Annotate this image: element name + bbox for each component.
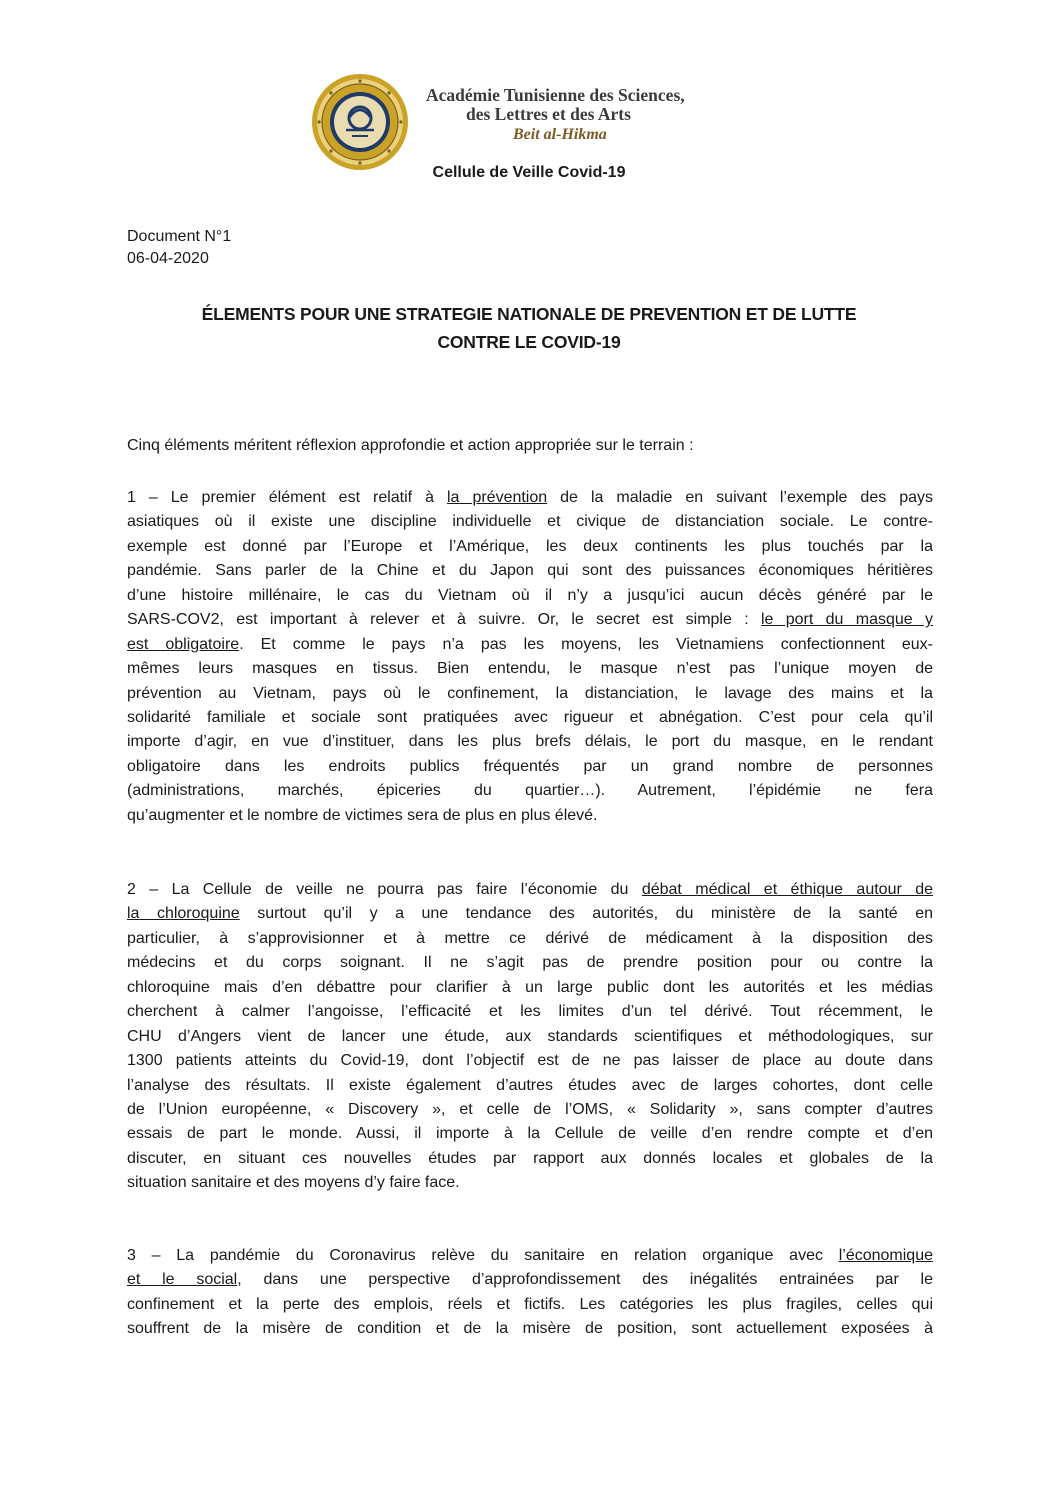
paragraph-line: médecins et du corps soignant. Il ne s’agit pas de prendre position pour ou contre la <box>127 954 933 972</box>
paragraph-line: asiatiques où il existe une discipline individuelle et civique de distanciation sociale. Le contre- <box>127 513 933 531</box>
paragraph-line: pandémie. Sans parler de la Chine et du Japon qui sont des puissances économiques héritières <box>127 562 933 580</box>
document-meta <box>127 226 231 270</box>
paragraph-line: de l’Union européenne, « Discovery », et celle de l’OMS, « Solidarity », sans compter d’autres <box>127 1100 933 1118</box>
paragraph-line: confinement et la perte des emplois, réels et fictifs. Les catégories les plus fragiles, celles qui <box>127 1295 933 1313</box>
academy-seal-icon <box>310 72 410 172</box>
text-run: de la maladie en suivant l’exemple des pays <box>547 489 933 506</box>
underlined-text: le port du masque y <box>760 611 933 629</box>
academy-name <box>426 86 685 124</box>
document-title-line1: ÉLEMENTS POUR UNE STRATEGIE NATIONALE DE PREVENTION ET DE LUTTE <box>201 304 857 324</box>
paragraph-2 <box>127 878 933 1196</box>
paragraph-line: obligatoire dans les endroits publics fréquentés par un grand nombre de personnes <box>127 757 933 775</box>
paragraph-line <box>127 633 933 657</box>
underlined-text: débat médical et éthique autour de <box>641 881 933 898</box>
academy-subtitle: Beit al-Hikma <box>513 126 607 143</box>
text-run: 3 – La pandémie du Coronavirus relève du sanitaire en relation organique avec <box>127 1247 839 1264</box>
paragraph-line: mêmes leurs masques en tissus. Bien entendu, le masque n’est pas l’unique moyen de <box>127 660 933 678</box>
document-title <box>0 300 1058 356</box>
paragraph-line: discuter, en situant ces nouvelles études par rapport aux donnés locales et globales de la <box>127 1149 933 1167</box>
paragraph-line: 1300 patients atteints du Covid-19, dont l’objectif est de ne pas laisser de place au doute dans <box>127 1052 933 1070</box>
text-run: surtout qu’il y a une tendance des autorités, du ministère de la santé en <box>239 905 933 923</box>
paragraph-line: essais de part le monde. Aussi, il importe à la Cellule de veille d’en rendre compte et d’en <box>127 1125 933 1143</box>
text-run: 2 – La Cellule de veille ne pourra pas faire l’économie du <box>127 881 642 898</box>
underlined-text: la chloroquine <box>127 905 240 923</box>
paragraph-line: l’analyse des résultats. Il existe également d’autres études avec de larges cohortes, dont celle <box>127 1076 933 1094</box>
document-number: Document N°1 <box>127 228 232 245</box>
text-run: 1 – Le premier élément est relatif à <box>127 489 447 506</box>
paragraph-line: chloroquine mais d’en débattre pour clarifier à un large public dont les autorités et les médias <box>127 978 933 996</box>
academy-name-line2: des Lettres et des Arts <box>466 104 631 124</box>
text-run: , dans une perspective d’approfondissement des inégalités entrainées par le <box>237 1271 933 1289</box>
paragraph-line: qu’augmenter et le nombre de victimes sera de plus en plus élevé. <box>127 806 598 824</box>
text-run: SARS-COV2, est important à relever et à suivre. Or, le secret est simple : <box>127 611 761 629</box>
text-run: . Et comme le pays n’a pas les moyens, les Vietnamiens confectionnent eux- <box>239 635 933 653</box>
paragraph-line: exemple est donné par l’Europe et l’Amérique, les deux continents les plus touchés par la <box>127 537 933 555</box>
underlined-text: et le social <box>127 1271 238 1289</box>
paragraph-line: prévention au Vietnam, pays où le confinement, la distanciation, le lavage des mains et la <box>127 684 933 702</box>
underlined-text: la prévention <box>447 489 548 506</box>
paragraph-3 <box>127 1244 933 1342</box>
paragraph-line: souffrent de la misère de condition et de la misère de position, sont actuellement exposées à <box>127 1320 933 1338</box>
paragraph-line <box>127 608 933 632</box>
paragraph-line: situation sanitaire et des moyens d’y faire face. <box>127 1174 460 1192</box>
academy-name-line1: Académie Tunisienne des Sciences, <box>426 85 685 105</box>
underlined-text: l’économique <box>838 1247 933 1264</box>
paragraph-1 <box>127 486 933 828</box>
paragraph-line <box>127 1268 933 1292</box>
paragraph-line: particulier, à s’approvisionner et à mettre ce dérivé de médicament à la disposition des <box>127 929 933 947</box>
academy-logo-block <box>310 72 750 172</box>
document-date: 06-04-2020 <box>127 250 209 267</box>
document-title-line2: CONTRE LE COVID-19 <box>437 332 621 352</box>
paragraph-line: CHU d’Angers vient de lancer une étude, aux standards scientifiques et méthodologiques, sur <box>127 1027 933 1045</box>
paragraph-line: d’une histoire millénaire, le cas du Vietnam où il n’y a jusqu’ici aucun décès généré par le <box>127 586 933 604</box>
underlined-text: est obligatoire <box>127 635 240 653</box>
paragraph-line: solidarité familiale et sociale sont pratiquées avec rigueur et abnégation. C’est pour cela qu’il <box>127 708 933 726</box>
paragraph-line <box>127 878 933 902</box>
paragraph-line <box>127 902 933 926</box>
intro-sentence: Cinq éléments méritent réflexion approfondie et action appropriée sur le terrain : <box>127 437 694 454</box>
paragraph-line: (administrations, marchés, épiceries du quartier…). Autrement, l’épidémie ne fera <box>127 782 933 800</box>
paragraph-line: cherchent à calmer l’angoisse, l’efficacité et les limites d’un tel dérivé. Tout récemment, le <box>127 1003 933 1021</box>
paragraph-line: importe d’agir, en vue d’instituer, dans les plus brefs délais, le port du masque, en le rendant <box>127 733 933 751</box>
paragraph-line <box>127 486 933 510</box>
cell-title: Cellule de Veille Covid-19 <box>432 164 626 181</box>
paragraph-line <box>127 1244 933 1268</box>
